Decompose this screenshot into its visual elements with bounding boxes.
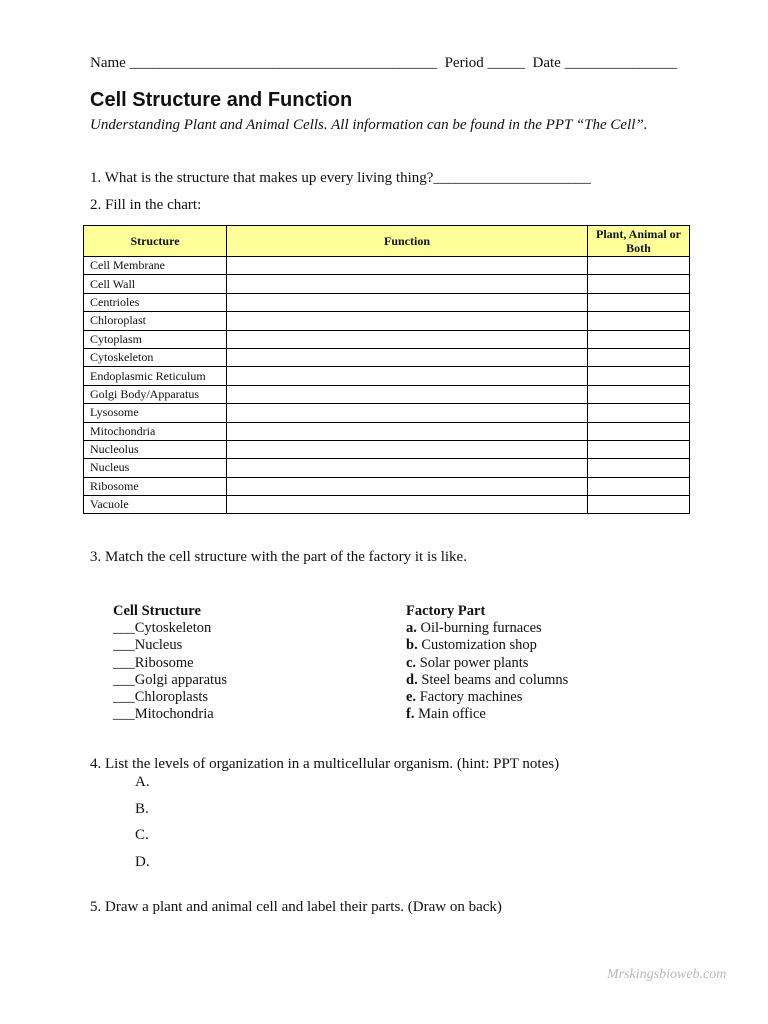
chart-row: [84, 367, 690, 385]
factory-part-item: [406, 637, 568, 654]
chart-row: [84, 385, 690, 403]
function-cell[interactable]: [227, 275, 588, 293]
chart-row: [84, 275, 690, 293]
level-item[interactable]: B.: [135, 800, 149, 817]
function-cell[interactable]: [227, 440, 588, 458]
plant-animal-cell[interactable]: [588, 459, 690, 477]
plant-animal-cell[interactable]: [588, 367, 690, 385]
structure-cell: Mitochondria: [84, 422, 227, 440]
factory-part-text: Main office: [418, 706, 486, 723]
function-cell[interactable]: [227, 496, 588, 514]
chart-row: [84, 257, 690, 275]
chart-header-row: [84, 226, 690, 257]
plant-animal-cell[interactable]: [588, 330, 690, 348]
factory-part-text: Steel beams and columns: [421, 671, 569, 688]
chart-row: [84, 348, 690, 366]
match-item[interactable]: ___Cytoskeleton: [113, 620, 212, 637]
structure-cell: Endoplasmic Reticulum: [84, 367, 227, 385]
question-3-text: 3. Match the cell structure with the part of the factory it is like.: [90, 549, 467, 565]
chart-row: [84, 477, 690, 495]
chart-row: [84, 293, 690, 311]
match-item[interactable]: ___Nucleus: [113, 637, 183, 654]
chart-row: [84, 312, 690, 330]
factory-part-item: [406, 655, 568, 672]
structure-cell: Lysosome: [84, 404, 227, 422]
question-2-text: 2. Fill in the chart:: [90, 197, 202, 213]
structure-cell: Ribosome: [84, 477, 227, 495]
structure-cell: Cell Membrane: [84, 257, 227, 275]
plant-animal-cell[interactable]: [588, 275, 690, 293]
level-item[interactable]: C.: [135, 827, 149, 843]
factory-part-item: [406, 706, 568, 723]
factory-part-letter: e.: [406, 689, 417, 706]
function-cell[interactable]: [227, 404, 588, 422]
name-label: Name: [90, 55, 126, 71]
structure-cell: Nucleolus: [84, 440, 227, 458]
date-label: Date: [532, 55, 561, 71]
factory-part-item: [406, 620, 568, 637]
structure-cell: Chloroplast: [84, 312, 227, 330]
col-function-header: Function: [227, 226, 588, 257]
chart-row: [84, 496, 690, 514]
match-item[interactable]: ___Mitochondria: [113, 706, 214, 723]
factory-part-item: [406, 689, 568, 706]
question-1-text: 1. What is the structure that makes up every living thing?: [90, 170, 434, 186]
plant-animal-cell[interactable]: [588, 422, 690, 440]
function-cell[interactable]: [227, 367, 588, 385]
factory-part-letter: d.: [406, 671, 418, 688]
factory-part-letter: c.: [406, 654, 417, 671]
header-line: [90, 55, 677, 72]
factory-part-text: Customization shop: [421, 637, 537, 654]
level-item[interactable]: A.: [135, 774, 150, 790]
period-field[interactable]: _____: [487, 55, 525, 71]
function-cell[interactable]: [227, 257, 588, 275]
match-item[interactable]: ___Chloroplasts: [113, 689, 209, 706]
match-item[interactable]: ___Ribosome: [113, 654, 194, 671]
name-field[interactable]: _________________________________________: [129, 55, 438, 71]
watermark: Mrskingsbioweb.com: [607, 967, 727, 982]
structure-cell: Golgi Body/Apparatus: [84, 385, 227, 403]
factory-part-letter: b.: [406, 637, 418, 654]
cell-structure-chart: [83, 225, 690, 514]
page-subtitle: Understanding Plant and Animal Cells. All information can be found in the PPT “The Cell”.: [90, 117, 648, 133]
chart-row: [84, 404, 690, 422]
factory-part-header: Factory Part: [406, 603, 486, 619]
plant-animal-cell[interactable]: [588, 257, 690, 275]
chart-row: [84, 440, 690, 458]
structure-cell: Cell Wall: [84, 275, 227, 293]
question-4-text: 4. List the levels of organization in a multicellular organism. (hint: PPT notes): [90, 756, 560, 772]
plant-animal-cell[interactable]: [588, 440, 690, 458]
chart-row: [84, 422, 690, 440]
plant-animal-cell[interactable]: [588, 312, 690, 330]
match-item[interactable]: ___Golgi apparatus: [113, 671, 227, 688]
factory-part-item: [406, 672, 568, 689]
level-item[interactable]: D.: [135, 853, 150, 870]
factory-part-letter: a.: [406, 620, 417, 637]
chart-row: [84, 459, 690, 477]
period-label: Period: [444, 55, 484, 71]
function-cell[interactable]: [227, 348, 588, 366]
factory-part-text: Oil-burning furnaces: [420, 620, 542, 637]
plant-animal-cell[interactable]: [588, 404, 690, 422]
function-cell[interactable]: [227, 422, 588, 440]
function-cell[interactable]: [227, 330, 588, 348]
question-5-text: 5. Draw a plant and animal cell and label their parts. (Draw on back): [90, 899, 502, 915]
cell-structure-header: Cell Structure: [113, 603, 201, 619]
plant-animal-cell[interactable]: [588, 477, 690, 495]
function-cell[interactable]: [227, 385, 588, 403]
factory-part-text: Factory machines: [419, 689, 523, 706]
plant-animal-cell[interactable]: [588, 385, 690, 403]
question-1: [90, 170, 591, 187]
chart-row: [84, 330, 690, 348]
structure-cell: Cytoskeleton: [84, 348, 227, 366]
structure-cell: Nucleus: [84, 459, 227, 477]
page-title: Cell Structure and Function: [90, 89, 353, 111]
plant-animal-cell[interactable]: [588, 496, 690, 514]
factory-part-column: [406, 603, 568, 723]
function-cell[interactable]: [227, 477, 588, 495]
function-cell[interactable]: [227, 312, 588, 330]
function-cell[interactable]: [227, 293, 588, 311]
plant-animal-cell[interactable]: [588, 293, 690, 311]
cell-structure-column: [113, 603, 227, 723]
structure-cell: Centrioles: [84, 293, 227, 311]
structure-cell: Vacuole: [84, 496, 227, 514]
levels-list: [135, 774, 150, 880]
factory-part-letter: f.: [406, 706, 415, 723]
col-structure-header: Structure: [84, 226, 227, 257]
function-cell[interactable]: [227, 459, 588, 477]
col-type-header: Plant, Animal or Both: [588, 226, 690, 257]
structure-cell: Cytoplasm: [84, 330, 227, 348]
plant-animal-cell[interactable]: [588, 348, 690, 366]
question-1-answer-blank[interactable]: _____________________: [433, 170, 591, 186]
factory-part-text: Solar power plants: [419, 654, 529, 671]
date-field[interactable]: _______________: [564, 55, 678, 71]
